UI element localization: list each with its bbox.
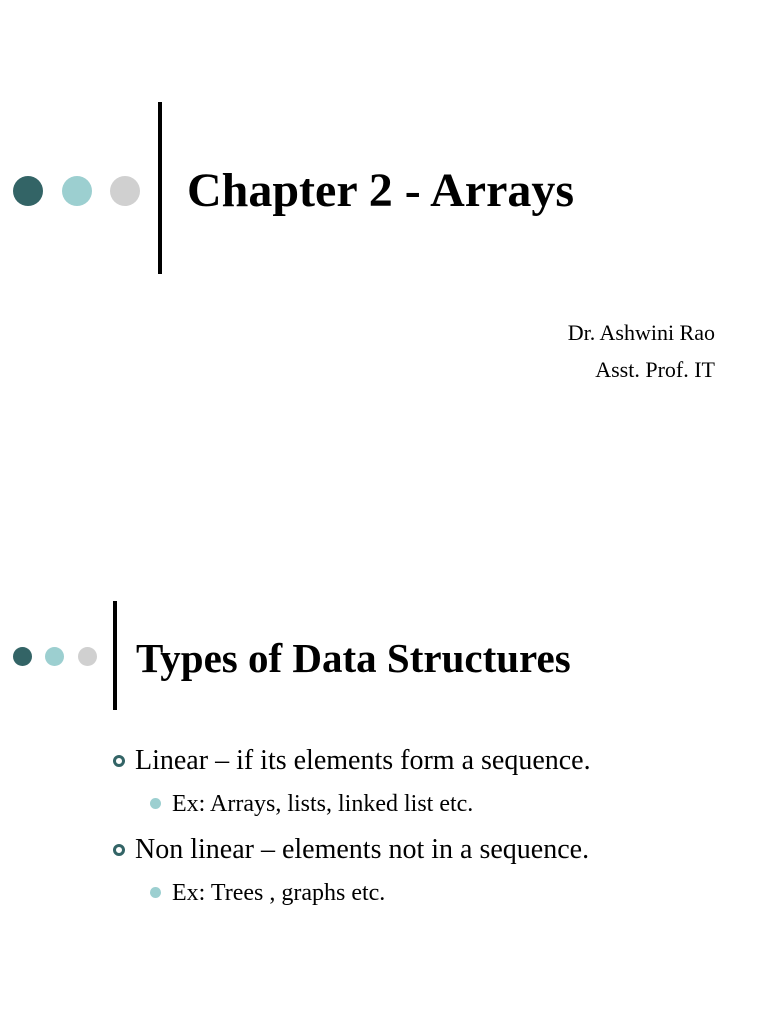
content-slide <box>0 512 768 1024</box>
author-name: Dr. Ashwini Rao <box>567 320 715 345</box>
gray-dot-icon <box>78 647 97 666</box>
sub-bullet-text: Ex: Arrays, lists, linked list etc. <box>172 791 474 817</box>
dark-teal-dot-icon <box>13 176 43 206</box>
dark-teal-dot-icon <box>13 647 32 666</box>
sub-list-item <box>150 788 473 820</box>
sub-list-item <box>150 877 385 909</box>
hollow-circle-bullet-icon <box>113 844 125 856</box>
light-teal-dot-icon <box>45 647 64 666</box>
slide-title: Types of Data Structures <box>136 635 571 681</box>
slide-title: Chapter 2 - Arrays <box>187 164 575 217</box>
light-teal-dot-icon <box>62 176 92 206</box>
list-item <box>113 832 589 868</box>
bullet-text: Linear – if its elements form a sequence. <box>135 745 591 776</box>
filled-circle-bullet-icon <box>150 798 161 809</box>
list-item <box>113 743 591 779</box>
filled-circle-bullet-icon <box>150 887 161 898</box>
hollow-circle-bullet-icon <box>113 755 125 767</box>
sub-bullet-text: Ex: Trees , graphs etc. <box>172 880 386 906</box>
gray-dot-icon <box>110 176 140 206</box>
title-divider-bar <box>113 601 117 710</box>
author-role: Asst. Prof. IT <box>595 357 715 382</box>
bullet-text: Non linear – elements not in a sequence. <box>135 834 590 865</box>
title-divider-bar <box>158 102 162 274</box>
